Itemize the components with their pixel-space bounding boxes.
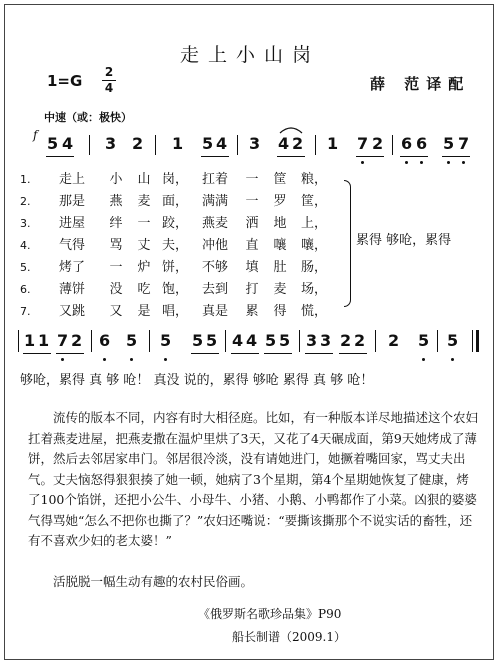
verse-line: 3. 进屋 绊 一 跤， 燕麦 洒 地 上， bbox=[20, 216, 327, 231]
note: 5 bbox=[265, 331, 277, 350]
barline bbox=[237, 135, 238, 155]
low-octave-dot bbox=[130, 358, 133, 361]
note: 2 bbox=[71, 331, 83, 350]
transcriber-credit: 船长制谱（2009.1） bbox=[232, 630, 346, 644]
song-title: 走上小山岗 bbox=[179, 44, 320, 66]
note: 5 bbox=[418, 331, 430, 350]
note: 6 bbox=[401, 134, 413, 153]
note: 4 bbox=[62, 134, 74, 153]
note: 4 bbox=[246, 331, 258, 350]
note: 5 bbox=[447, 331, 459, 350]
beam bbox=[23, 353, 51, 354]
beam bbox=[442, 156, 470, 157]
commentary-paragraph: 流传的版本不同，内容有时大相径庭。比如，有一种版本详尽地描述这个农妇扛着燕麦进屋，把燕麦撒在温炉里烘了3天，又花了4天碾成面，第9天她烤成了薄饼，然后去邻居家串门。邻居很冷淡，没有请她进门，她撅着嘴回家，骂丈夫出气。丈夫恼怒得狠狠揍了她一顿，她病了3个星期，第4个星期她恢复了健康，烤了100个馅饼，还把小公牛、小母牛、小猪、小鹅、小鸭都作了小菜。凶狠的婆婆气得骂她“怎么不把你也撕了？”农妇还嘴说：“要撕该撕那个不说实话的畜牲，还有不喜欢少妇的老太婆！” bbox=[28, 410, 479, 548]
note: 5 bbox=[279, 331, 291, 350]
note: 5 bbox=[126, 331, 138, 350]
note: 5 bbox=[206, 331, 218, 350]
note: 7 bbox=[57, 331, 69, 350]
note: 4 bbox=[278, 134, 290, 153]
note: 5 bbox=[192, 331, 204, 350]
commentary-closing: 活脱脱一幅生动有趣的农村民俗画。 bbox=[53, 574, 254, 589]
barline bbox=[375, 330, 376, 352]
barline bbox=[91, 330, 92, 352]
note: 6 bbox=[99, 331, 111, 350]
barline bbox=[315, 135, 316, 155]
beam bbox=[339, 353, 367, 354]
low-octave-dot bbox=[61, 358, 64, 361]
beam bbox=[264, 353, 292, 354]
note: 1 bbox=[172, 134, 184, 153]
source-citation: 《俄罗斯名歌珍品集》P90 bbox=[198, 607, 342, 621]
beam bbox=[46, 156, 74, 157]
final-barline bbox=[476, 330, 479, 352]
note: 2 bbox=[292, 134, 304, 153]
note: 3 bbox=[306, 331, 318, 350]
refrain-text: 累得 够呛，累得 bbox=[356, 233, 452, 248]
time-signature bbox=[102, 66, 116, 95]
note: 2 bbox=[372, 134, 384, 153]
beam bbox=[56, 353, 84, 354]
slur-tie bbox=[278, 124, 304, 134]
barline bbox=[392, 135, 393, 155]
arranger-credit: 薛 范译配 bbox=[370, 75, 471, 93]
low-octave-dot bbox=[103, 358, 106, 361]
verse-bracket bbox=[344, 180, 351, 307]
low-octave-dot bbox=[462, 161, 465, 164]
line-2-lyrics: 够呛，累得 真 够 呛！ 真没 说的，累得 够呛 累得 真 够 呛！ bbox=[20, 373, 374, 388]
beam bbox=[201, 156, 229, 157]
note: 4 bbox=[216, 134, 228, 153]
verse-line: 7. 又跳 又 是 唱， 真是 累 得 慌， bbox=[20, 304, 327, 319]
note: 5 bbox=[160, 331, 172, 350]
note: 6 bbox=[416, 134, 428, 153]
note: 1 bbox=[327, 134, 339, 153]
note: 7 bbox=[458, 134, 470, 153]
note: 7 bbox=[357, 134, 369, 153]
note: 2 bbox=[354, 331, 366, 350]
note: 5 bbox=[443, 134, 455, 153]
barline bbox=[225, 330, 226, 352]
note: 2 bbox=[132, 134, 144, 153]
barline bbox=[18, 330, 19, 352]
beam bbox=[191, 353, 219, 354]
low-octave-dot bbox=[164, 358, 167, 361]
note: 5 bbox=[202, 134, 214, 153]
barline bbox=[155, 135, 156, 155]
note: 2 bbox=[340, 331, 352, 350]
verse-line: 6. 薄饼 没 吃 饱， 去到 打 麦 场， bbox=[20, 282, 327, 297]
note: 3 bbox=[249, 134, 261, 153]
barline bbox=[149, 330, 150, 352]
barline bbox=[89, 135, 90, 155]
note: 2 bbox=[388, 331, 400, 350]
note: 3 bbox=[105, 134, 117, 153]
beam bbox=[277, 156, 305, 157]
low-octave-dot bbox=[447, 161, 450, 164]
beam bbox=[231, 353, 259, 354]
barline bbox=[437, 330, 438, 352]
dynamic-marking: f bbox=[33, 128, 38, 142]
low-octave-dot bbox=[405, 161, 408, 164]
tempo-marking: 中速（或：极快） bbox=[44, 111, 132, 124]
time-signature-bottom: 4 bbox=[104, 81, 114, 95]
beam bbox=[400, 156, 428, 157]
low-octave-dot bbox=[451, 358, 454, 361]
low-octave-dot bbox=[422, 358, 425, 361]
key-signature: 1=G bbox=[47, 72, 83, 90]
beam bbox=[356, 156, 384, 157]
verse-line: 2. 那是 燕 麦 面， 满满 一 罗 筐， bbox=[20, 194, 327, 209]
note: 1 bbox=[38, 331, 50, 350]
verse-line: 5. 烤了 一 炉 饼， 不够 填 肚 肠， bbox=[20, 260, 327, 275]
verse-line: 1. 走上 小 山 岗， 扛着 一 筐 粮， bbox=[20, 172, 327, 187]
barline bbox=[472, 330, 473, 352]
note: 5 bbox=[47, 134, 59, 153]
verse-line: 4. 气得 骂 丈 夫， 冲他 直 嚷 嚷， bbox=[20, 238, 327, 253]
note: 3 bbox=[320, 331, 332, 350]
barline bbox=[299, 330, 300, 352]
low-octave-dot bbox=[420, 161, 423, 164]
low-octave-dot bbox=[361, 161, 364, 164]
note: 4 bbox=[232, 331, 244, 350]
time-signature-top: 2 bbox=[104, 65, 114, 79]
note: 1 bbox=[24, 331, 36, 350]
beam bbox=[305, 353, 333, 354]
